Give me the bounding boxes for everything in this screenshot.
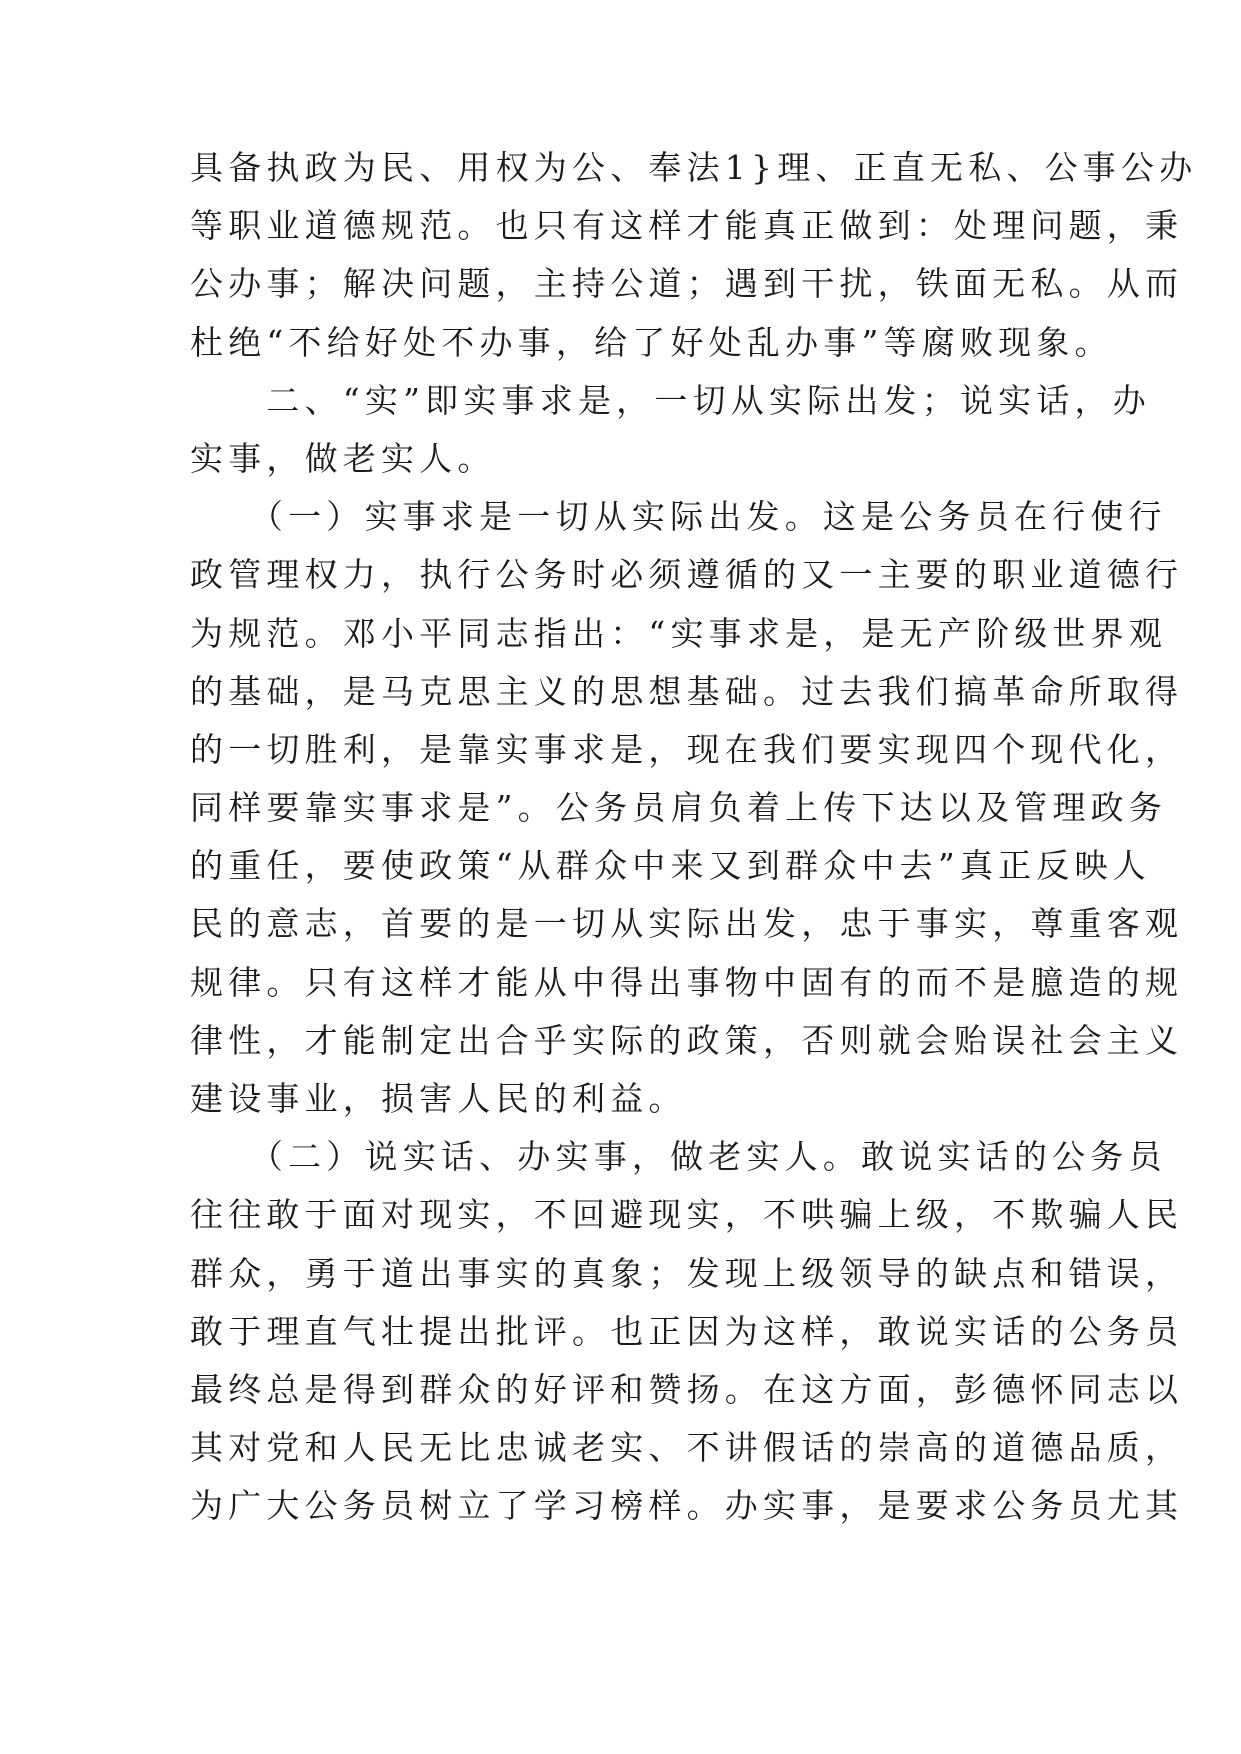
text-line: 往往敢于面对现实，不回避现实，不哄骗上级，不欺骗人民 xyxy=(190,1195,1184,1235)
text-line: 杜绝“不给好处不办事，给了好处乱办事”等腐败现象。 xyxy=(190,322,1113,362)
text-line: 公办事；解决问题，主持公道；遇到干扰，铁面无私。从而 xyxy=(190,264,1184,304)
text-line: 的基础，是马克思主义的思想基础。过去我们搞革命所取得 xyxy=(190,671,1184,711)
text-line: 律性，才能制定出合乎实际的政策，否则就会贻误社会主义 xyxy=(190,1020,1184,1060)
text-line: 敢于理直气壮提出批评。也正因为这样，敢说实话的公务员 xyxy=(190,1311,1184,1351)
text-line: 为广大公务员树立了学习榜样。办实事，是要求公务员尤其 xyxy=(190,1486,1184,1526)
text-line: 为规范。邓小平同志指出：“实事求是，是无产阶级世界观 xyxy=(190,613,1168,653)
text-line: 政管理权力，执行公务时必须遵循的又一主要的职业道德行 xyxy=(190,555,1184,595)
text-line: 群众，勇于道出事实的真象；发现上级领导的缺点和错误， xyxy=(190,1253,1184,1293)
text-line: 建设事业，损害人民的利益。 xyxy=(190,1079,687,1118)
text-line: 最终总是得到群众的好评和赞扬。在这方面，彭德怀同志以 xyxy=(190,1369,1184,1409)
section-heading-line: 实事，做老实人。 xyxy=(190,438,496,478)
text-line: 具备执政为民、用权为公、奉法1}理、正直无私、公事公办 xyxy=(190,148,1198,187)
text-line: 其对党和人民无比忠诚老实、不讲假话的崇高的道德品质， xyxy=(190,1428,1184,1468)
body-text xyxy=(190,139,1198,1536)
paragraph-start-line: （二）说实话、办实事，做老实人。敢说实话的公务员 xyxy=(190,1137,1167,1177)
paragraph-start-line: （一）实事求是一切从实际出发。这是公务员在行使行 xyxy=(190,497,1167,537)
text-line: 同样要靠实事求是”。公务员肩负着上传下达以及管理政务 xyxy=(190,788,1168,828)
text-line: 的重任，要使政策“从群众中来又到群众中去”真正反映人 xyxy=(190,846,1151,886)
section-heading-line: 二、“实”即实事求是，一切从实际出发；说实话，办 xyxy=(190,380,1151,420)
text-line: 等职业道德规范。也只有这样才能真正做到：处理问题，秉 xyxy=(190,206,1184,246)
text-line: 规律。只有这样才能从中得出事物中固有的而不是臆造的规 xyxy=(190,962,1184,1002)
text-line: 民的意志，首要的是一切从实际出发，忠于事实，尊重客观 xyxy=(190,904,1184,944)
text-line: 的一切胜利，是靠实事求是，现在我们要实现四个现代化， xyxy=(190,729,1184,769)
